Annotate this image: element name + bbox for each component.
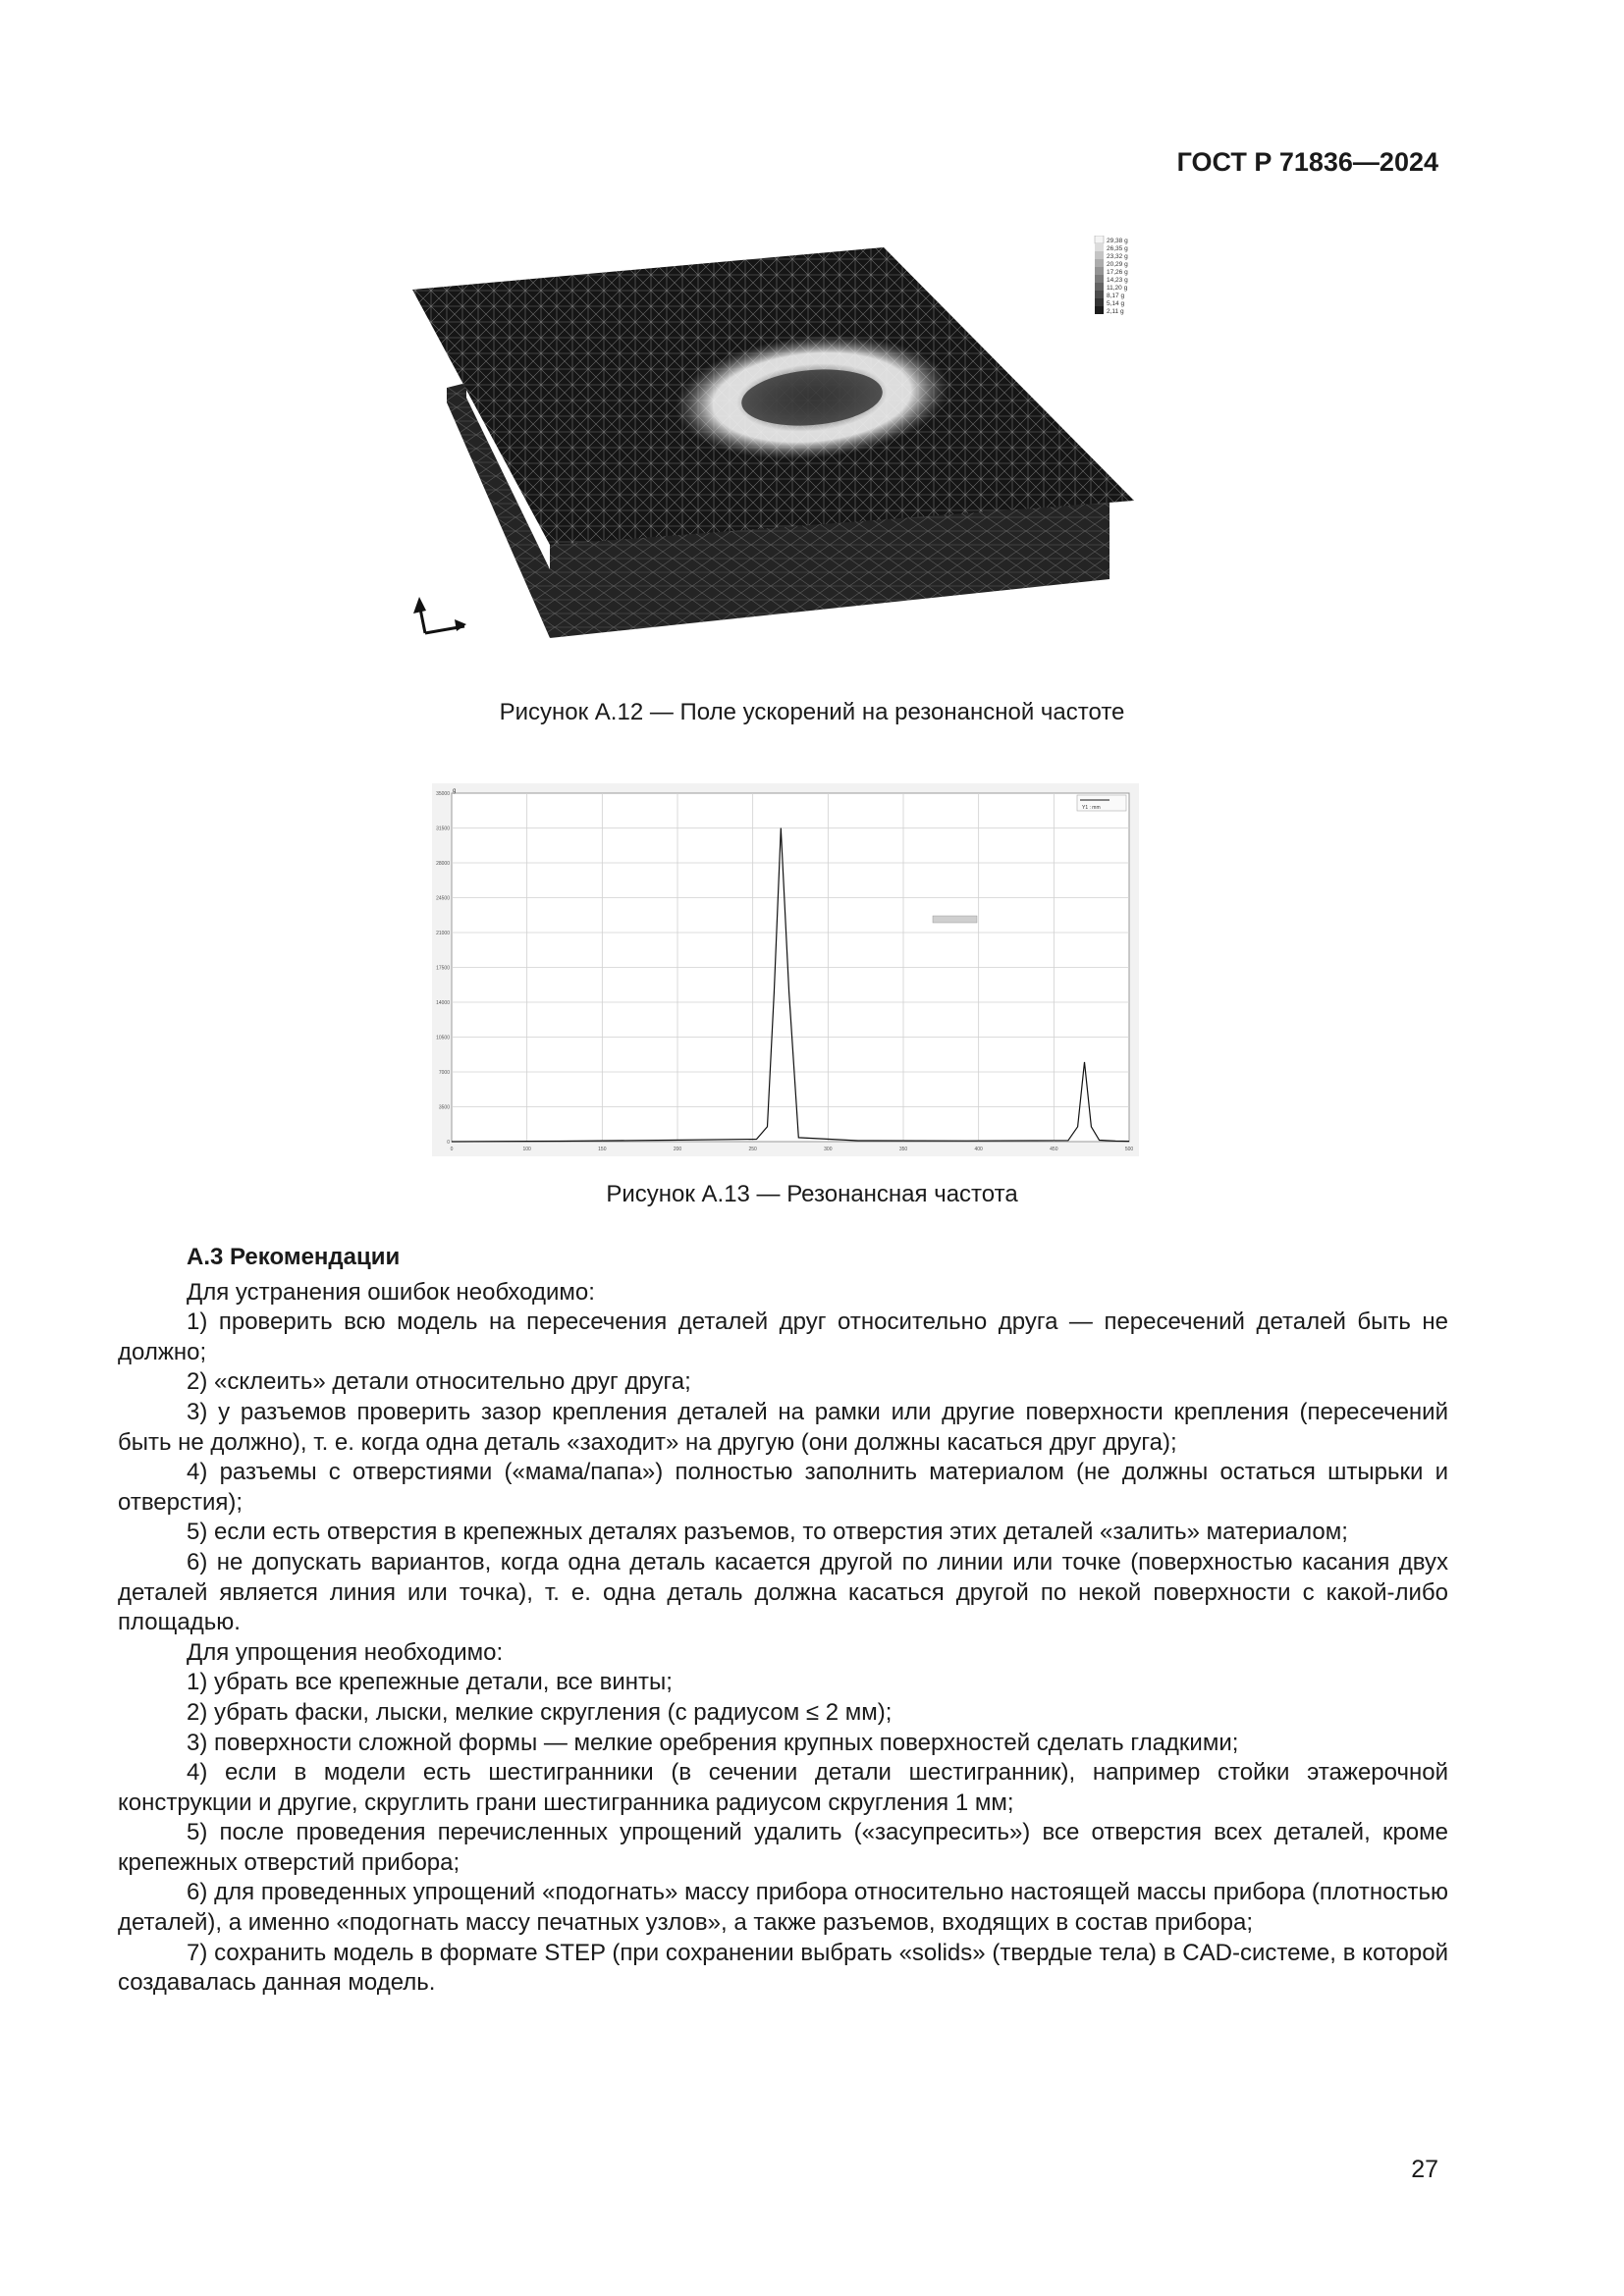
x-tick-label: 350 [898, 1147, 908, 1152]
y-tick-label: 7000 [438, 1070, 450, 1076]
section-paragraph: 6) не допускать вариантов, когда одна деталь касается другой по линии или точке (поверхностью касания двух деталей является линия или точка), т. е. одна деталь должна касаться другой по некой поверхности с какой-либо площадью. [118, 1548, 1448, 1636]
document-header-id: ГОСТ Р 71836—2024 [1176, 147, 1438, 177]
y-tick-label: 21000 [436, 931, 450, 936]
y-tick-label: 3500 [438, 1104, 450, 1111]
figure-a13-caption: Рисунок А.13 — Резонансная частота [606, 1181, 1018, 1207]
y-tick-label: 24500 [436, 895, 450, 902]
x-tick-label: 400 [974, 1147, 983, 1152]
section-paragraph: 5) после проведения перечисленных упрощений удалить («засупресить») все отверстия всех деталей, кроме крепежных отверстий прибора; [118, 1819, 1448, 1876]
section-paragraph: 2) убрать фаски, лыски, мелкие скругления (с радиусом ≤ 2 мм); [187, 1698, 893, 1726]
section-paragraph: 3) поверхности сложной формы — мелкие оребрения крупных поверхностей сделать гладкими; [187, 1729, 1239, 1756]
x-tick-label: 300 [824, 1147, 833, 1152]
fea-model-render [407, 236, 1164, 667]
section-paragraph: 4) если в модели есть шестигранники (в сечении детали шестигранник), например стойки этажерочной конструкции и другие, скруглить грани шестигранника радиусом скругления 1 мм; [118, 1759, 1448, 1816]
x-tick-label: 0 [450, 1147, 454, 1152]
legend-value: 26,35 g [1107, 245, 1128, 252]
section-a3-recommendations [118, 1243, 1448, 1999]
x-tick-label: 150 [598, 1147, 607, 1152]
x-tick-label: 250 [748, 1147, 757, 1152]
legend-value: 23,32 g [1107, 253, 1128, 260]
legend-value: 11,20 g [1107, 285, 1128, 292]
legend-value: 5,14 g [1107, 300, 1125, 307]
x-tick-label: 100 [522, 1147, 531, 1152]
section-paragraph: 5) если есть отверстия в крепежных деталях разъемов, то отверстия этих деталей «залить» материалом; [187, 1519, 1348, 1546]
y-tick-label: 0 [447, 1140, 450, 1146]
y-tick-label: 31500 [436, 826, 450, 832]
x-tick-label: 450 [1050, 1147, 1058, 1152]
section-paragraph: 1) проверить всю модель на пересечения деталей друг относительно друга — пересечений деталей быть не должно; [118, 1308, 1448, 1365]
legend-value: 8,17 g [1107, 293, 1125, 299]
figure-a12-acceleration-field [407, 236, 1164, 667]
section-paragraph: 6) для проведенных упрощений «подогнать» массу прибора относительно настоящей массы прибора (плотностью деталей), а именно «подогнать массу печатных узлов», а также разъемов, входящих в состав прибора; [118, 1879, 1448, 1937]
legend-value: 20,29 g [1107, 261, 1128, 268]
color-legend [1095, 236, 1128, 315]
section-paragraph: 1) убрать все крепежные детали, все винты; [187, 1669, 673, 1696]
figure-a12-caption: Рисунок А.12 — Поле ускорений на резонансной частоте [499, 699, 1125, 725]
section-paragraph: Для устранения ошибок необходимо: [187, 1278, 595, 1306]
y-tick-label: 17500 [436, 965, 450, 972]
section-paragraph: Для упрощения необходимо: [187, 1638, 504, 1666]
chart-legend-label: Y1 : mm [1082, 805, 1101, 811]
y-axis-label: g [453, 788, 457, 794]
y-tick-label: 28000 [436, 861, 450, 867]
legend-value: 14,23 g [1107, 277, 1128, 284]
y-tick-label: 10500 [436, 1035, 450, 1041]
section-paragraph: 7) сохранить модель в формате STEP (при сохранении выбрать «solids» (твердые тела) в CAD-системе, в которой создавалась данная модель. [118, 1939, 1448, 1997]
section-paragraph: 4) разъемы с отверстиями («мама/папа») полностью заполнить материалом (не должны остаться штырьки и отверстия); [118, 1459, 1448, 1516]
x-tick-label: 500 [1124, 1147, 1134, 1152]
y-tick-label: 14000 [436, 1000, 450, 1006]
legend-value: 2,11 g [1107, 308, 1124, 315]
x-tick-label: 200 [673, 1147, 682, 1152]
page-number: 27 [1411, 2156, 1438, 2183]
y-tick-label: 35000 [436, 791, 450, 797]
chart-legend [1077, 795, 1126, 811]
axis-triad [413, 597, 466, 633]
legend-value: 29,38 g [1107, 238, 1128, 244]
section-paragraph: 2) «склеить» детали относительно друг друга; [187, 1368, 691, 1396]
figure-a13-resonance-chart [432, 783, 1139, 1156]
legend-value: 17,26 g [1107, 269, 1128, 276]
section-paragraph: 3) у разъемов проверить зазор крепления деталей на рамки или другие поверхности крепления (пересечений быть не должно), т. е. когда одна деталь «заходит» на другую (они должны касаться друг друга); [118, 1398, 1448, 1456]
resonance-chart-svg [432, 783, 1139, 1156]
section-title: А.3 Рекомендации [187, 1244, 401, 1270]
chart-annotation-box [933, 916, 977, 923]
